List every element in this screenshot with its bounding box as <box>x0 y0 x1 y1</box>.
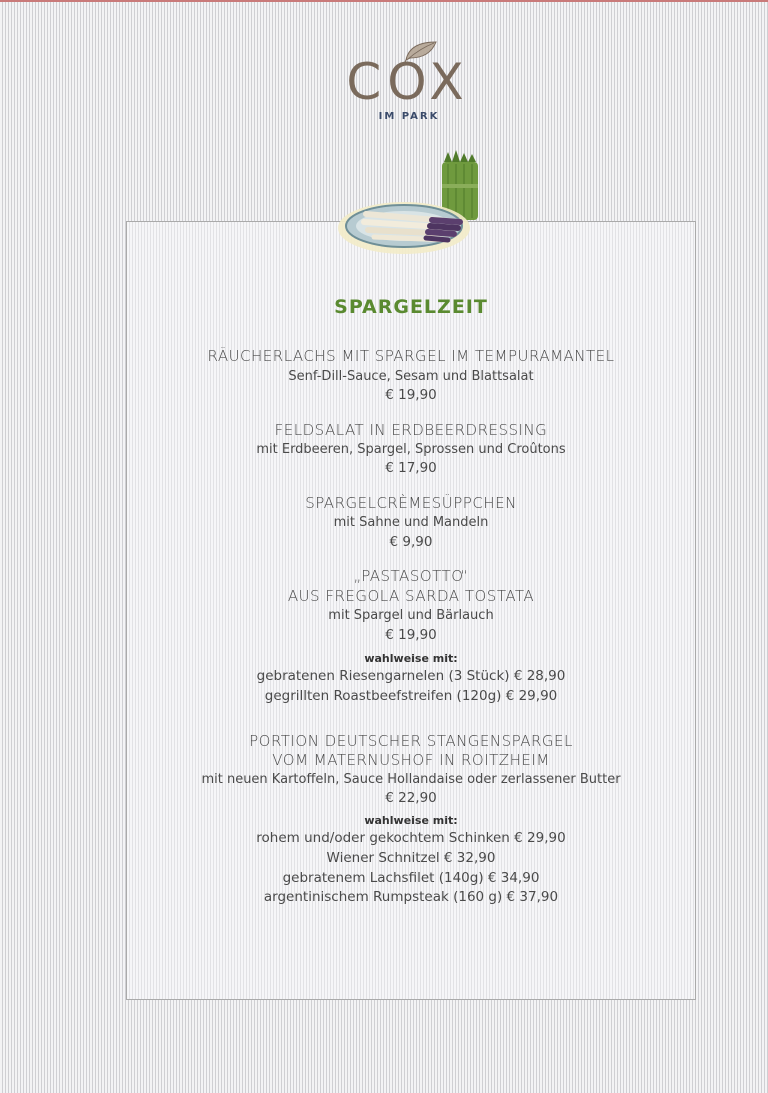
dish-3-name: SPARGELCRÈMESÜPPCHEN <box>305 494 517 512</box>
dish-4-description: mit Spargel und Bärlauch <box>328 608 494 623</box>
dish-4-option-2: gegrillten Roastbeefstreifen (120g) € 29,90 <box>264 688 558 704</box>
dish-5-description: mit neuen Kartoffeln, Sauce Hollandaise oder zerlassener Butter <box>201 772 621 787</box>
dish-4-options-header: wahlweise mit: <box>364 652 458 665</box>
dish-3-price: € 9,90 <box>389 534 433 550</box>
dish-1-price: € 19,90 <box>385 387 437 403</box>
dish-5-name-line2: VOM MATERNUSHOF IN ROITZHEIM <box>272 751 550 769</box>
dish-5-option-3: gebratenem Lachsfilet (140g) € 34,90 <box>282 870 540 886</box>
dish-5-name-line1: PORTION DEUTSCHER STANGENSPARGEL <box>249 732 573 750</box>
dish-4-name-line2: AUS FREGOLA SARDA TOSTATA <box>287 587 535 605</box>
dish-4-price: € 19,90 <box>385 627 437 643</box>
top-accent-line <box>0 0 768 2</box>
dish-4-option-1: gebratenen Riesengarnelen (3 Stück) € 28,90 <box>256 668 566 684</box>
dish-2-name: FELDSALAT IN ERDBEERDRESSING <box>274 421 548 439</box>
dish-1-name: RÄUCHERLACHS MIT SPARGEL IM TEMPURAMANTEL <box>207 347 615 365</box>
dish-5-option-2: Wiener Schnitzel € 32,90 <box>326 850 496 866</box>
dish-5-price: € 22,90 <box>385 790 437 806</box>
dish-2-description: mit Erdbeeren, Spargel, Sprossen und Croûtons <box>256 442 566 457</box>
section-title: SPARGELZEIT <box>334 296 488 318</box>
restaurant-logo <box>334 38 484 130</box>
logo-wordmark: COX <box>346 53 470 111</box>
dish-4-name-line1: „PASTASOTTO“ <box>353 567 469 585</box>
dish-1-description: Senf-Dill-Sauce, Sesam und Blattsalat <box>288 369 534 384</box>
dish-2-price: € 17,90 <box>385 460 437 476</box>
asparagus-plate-illustration <box>336 150 486 260</box>
dish-5-option-4: argentinischem Rumpsteak (160 g) € 37,90 <box>263 889 559 905</box>
dish-5-options-header: wahlweise mit: <box>364 814 458 827</box>
dish-3-description: mit Sahne und Mandeln <box>333 515 489 530</box>
logo-subtitle: IM PARK <box>378 111 440 122</box>
dish-5-option-1: rohem und/oder gekochtem Schinken € 29,90 <box>256 830 566 846</box>
